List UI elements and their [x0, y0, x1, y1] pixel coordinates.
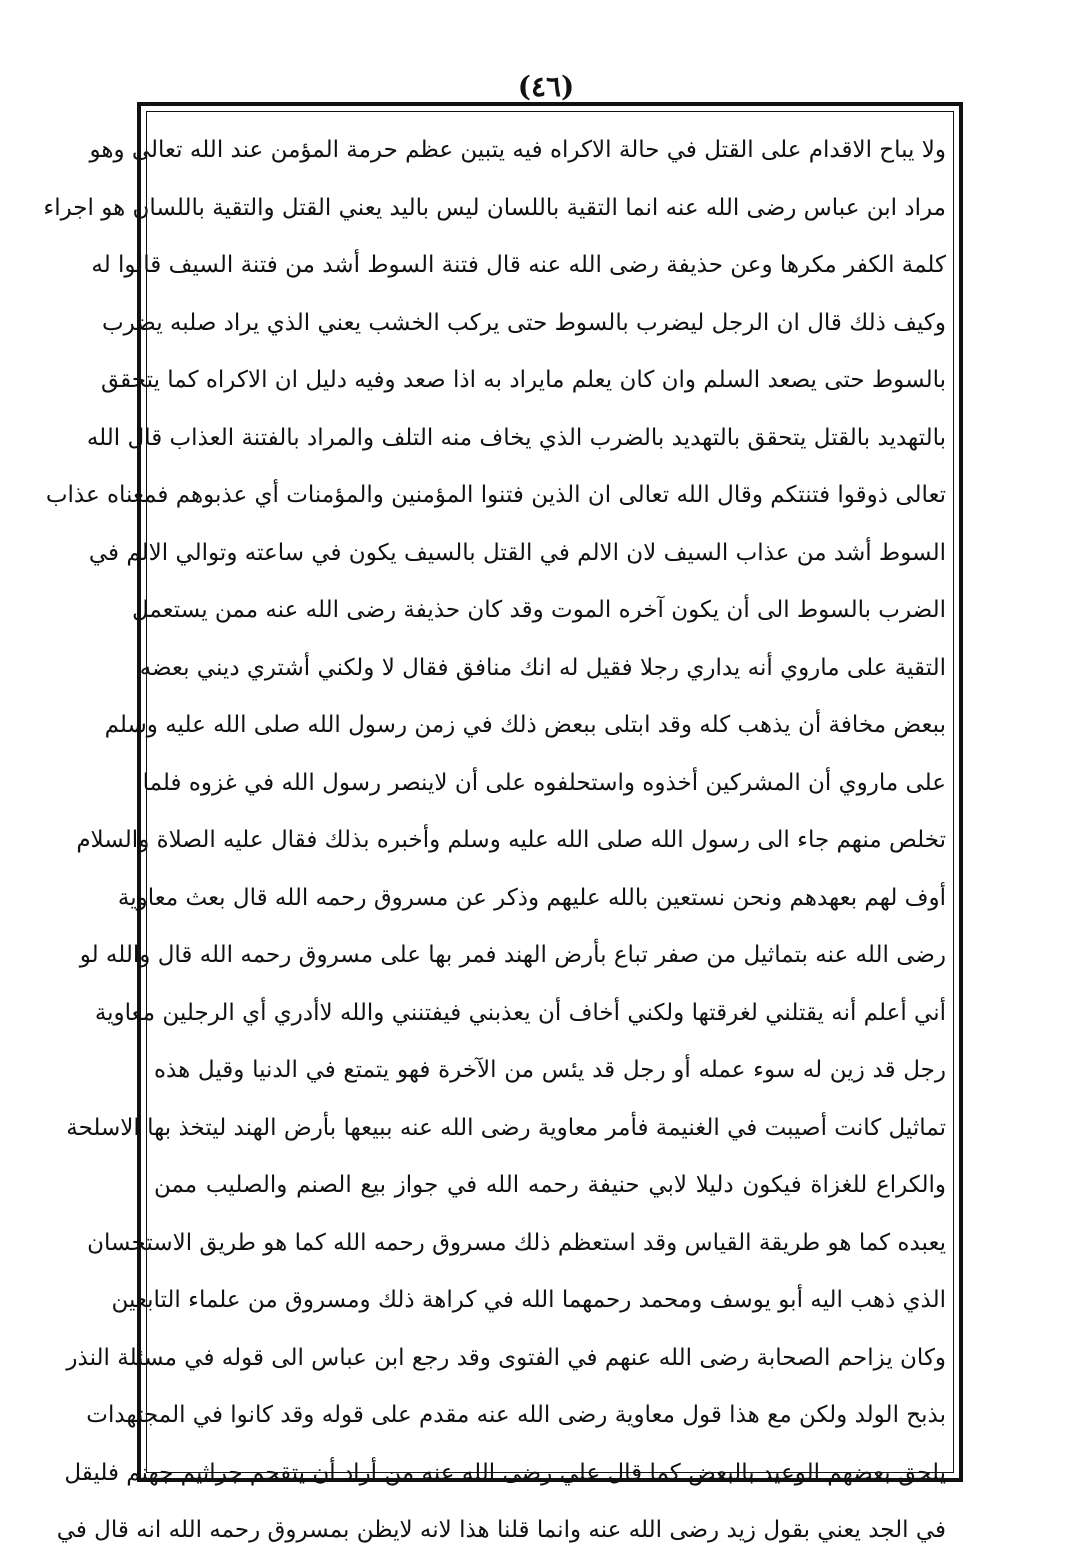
- text-line: التقية على ماروي أنه يداري رجلا فقيل له انك منافق فقال لا ولكني أشتري ديني بعضه: [139, 654, 946, 681]
- text-line: وكان يزاحم الصحابة رضى الله عنهم في الفتوى وقد رجع ابن عباس الى قوله في مسئلة النذر: [66, 1344, 946, 1371]
- text-line: يلحق بعضهم الوعيد بالبعض كما قال علي رضى الله عنه من أراد أن يتقحم جراثيم جهنم فليقل: [64, 1459, 946, 1486]
- text-line: السوط أشد من عذاب السيف لان الالم في القتل بالسيف يكون في ساعته وتوالي الالم في: [88, 539, 946, 566]
- text-line: الضرب بالسوط الى أن يكون آخره الموت وقد كان حذيفة رضى الله عنه ممن يستعمل: [131, 597, 946, 623]
- text-line: والكراع للغزاة فيكون دليلا لابي حنيفة رحمه الله في جواز بيع الصنم والصليب ممن: [154, 1172, 946, 1198]
- text-line: بالسوط حتى يصعد السلم وان كان يعلم مايراد به اذا صعد وفيه دليل ان الاكراه كما يتحقق: [100, 367, 946, 393]
- text-line: ببعض مخافة أن يذهب كله وقد ابتلى ببعض ذلك في زمن رسول الله صلى الله عليه وسلم: [104, 712, 946, 738]
- text-line: تعالى ذوقوا فتنتكم وقال الله تعالى ان الذين فتنوا المؤمنين والمؤمنات أي عذبوهم فمعناه عذاب: [45, 482, 946, 508]
- text-line: كلمة الكفر مكرها وعن حذيفة رضى الله عنه قال فتنة السوط أشد من فتنة السيف قالوا له: [91, 252, 946, 278]
- text-line: أوف لهم بعهدهم ونحن نستعين بالله عليهم وذكر عن مسروق رحمه الله قال بعث معاوية: [117, 884, 946, 911]
- text-line: في الجد يعني بقول زيد رضى الله عنه وانما قلنا هذا لانه لايظن بمسروق رحمه الله انه قال في: [56, 1517, 946, 1543]
- text-line: على ماروي أن المشركين أخذوه واستحلفوه على أن لاينصر رسول الله في غزوه فلما: [142, 769, 946, 796]
- page-number: (٤٦): [517, 70, 575, 103]
- text-line: بذبح الولد ولكن مع هذا قول معاوية رضى الله عنه مقدم على قوله وقد كانوا في المجتهدات: [86, 1402, 946, 1428]
- text-line: الذي ذهب اليه أبو يوسف ومحمد رحمهما الله في كراهة ذلك ومسروق من علماء التابعين: [111, 1287, 946, 1313]
- text-line: رضى الله عنه بتماثيل من صفر تباع بأرض الهند فمر بها على مسروق رحمه الله قال والله لو: [79, 942, 946, 968]
- text-line: أني أعلم أنه يقتلني لغرقتها ولكني أخاف أن يعذبني فيفتنني والله لاأدري أي الرجلين معاوية: [94, 999, 946, 1026]
- arabic-text-body: [43, 122, 946, 1543]
- text-line: تخلص منهم جاء الى رسول الله صلى الله عليه وسلم وأخبره بذلك فقال عليه الصلاة والسلام: [76, 827, 946, 853]
- text-line: يعبده كما هو طريقة القياس وقد استعظم ذلك مسروق رحمه الله كما هو طريق الاستحسان: [87, 1229, 946, 1256]
- text-line: تماثيل كانت أصيبت في الغنيمة فأمر معاوية رضى الله عنه ببيعها بأرض الهند ليتخذ بها الاسلحة: [66, 1114, 946, 1141]
- text-line: رجل قد زين له سوء عمله أو رجل قد يئس من الآخرة فهو يتمتع في الدنيا وقيل هذه: [154, 1057, 946, 1083]
- text-line: بالتهديد بالقتل يتحقق بالتهديد بالضرب الذي يخاف منه التلف والمراد بالفتنة العذاب قال الله: [86, 424, 946, 451]
- text-line: وكيف ذلك قال ان الرجل ليضرب بالسوط حتى يركب الخشب يعني الذي يراد صلبه يضرب: [101, 309, 946, 336]
- text-line: مراد ابن عباس رضى الله عنه انما التقية باللسان ليس باليد يعني القتل والتقية باللسان هو اجراء: [43, 194, 946, 221]
- text-line: ولا يباح الاقدام على القتل في حالة الاكراه فيه يتبين عظم حرمة المؤمن عند الله تعالى وهو: [89, 137, 946, 163]
